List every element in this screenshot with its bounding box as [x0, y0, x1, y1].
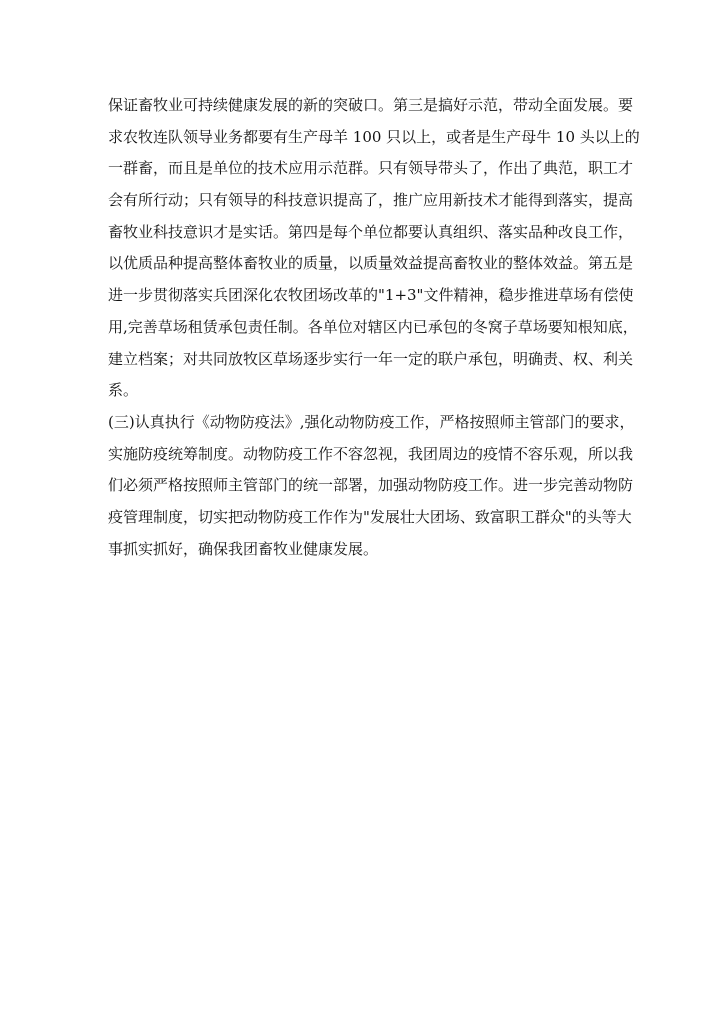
text-line: (三)认真执行《动物防疫法》,强化动物防疫工作，严格按照师主管部门的要求， [108, 412, 635, 431]
text-line: 实施防疫统筹制度。动物防疫工作不容忽视，我团周边的疫情不容乐观，所以我 [108, 444, 634, 463]
text-line: 系。 [108, 381, 139, 400]
text-line: 用,完善草场租赁承包责任制。各单位对辖区内已承包的冬窝子草场要知根知底， [108, 317, 638, 336]
text-line: 疫管理制度，切实把动物防疫工作作为"发展壮大团场、致富职工群众"的头等大 [108, 507, 632, 526]
text-line: 畜牧业科技意识才是实话。第四是每个单位都要认真组织、落实品种改良工作， [108, 222, 634, 241]
text-line: 们必须严格按照师主管部门的统一部署，加强动物防疫工作。进一步完善动物防 [108, 476, 634, 495]
text-line: 会有所行动；只有领导的科技意识提高了，推广应用新技术才能得到落实，提高 [108, 191, 634, 210]
text-line: 求农牧连队领导业务都要有生产母羊 100 只以上，或者是生产母牛 10 头以上的 [108, 127, 640, 146]
text-line: 进一步贯彻落实兵团深化农牧团场改革的"1+3"文件精神，稳步推进草场有偿使 [108, 286, 634, 305]
text-line: 保证畜牧业可持续健康发展的新的突破口。第三是搞好示范，带动全面发展。要 [108, 96, 634, 114]
text-line: 一群畜，而且是单位的技术应用示范群。只有领导带头了，作出了典范，职工才 [108, 159, 634, 178]
text-line: 建立档案；对共同放牧区草场逐步实行一年一定的联户承包，明确责、权、利关 [108, 349, 634, 368]
text-line: 以优质品种提高整体畜牧业的质量，以质量效益提高畜牧业的整体效益。第五是 [108, 254, 634, 273]
text-line: 事抓实抓好，确保我团畜牧业健康发展。 [108, 539, 379, 558]
body-text [108, 90, 640, 565]
